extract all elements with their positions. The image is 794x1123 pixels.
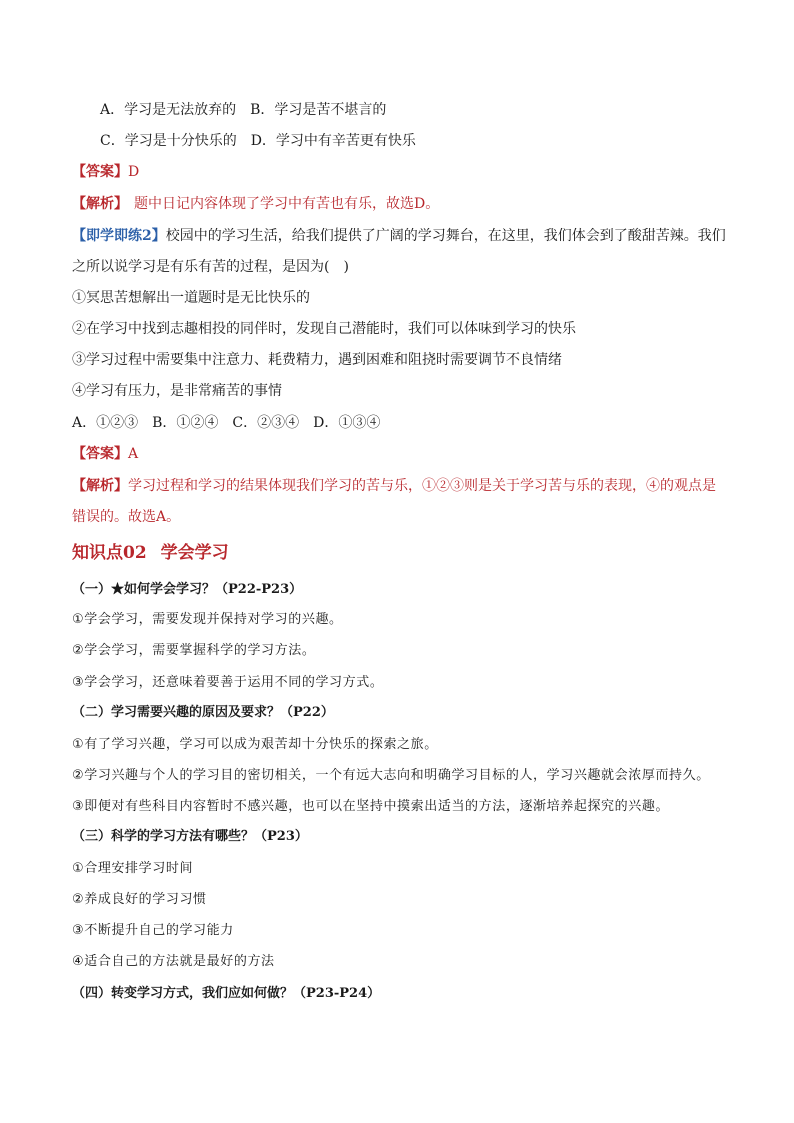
- q2-options: A．①②③ B．①②④ C．②③④ D．①③④: [72, 415, 381, 431]
- answer-tag: 【答案】: [72, 446, 128, 462]
- q1-options-cd: C．学习是十分快乐的 D．学习中有辛苦更有快乐: [100, 133, 416, 149]
- section-item: ②养成良好的学习习惯: [72, 892, 207, 907]
- section-heading: （二）学习需要兴趣的原因及要求？（P22）: [72, 705, 334, 720]
- section-item: ②学习兴趣与个人的学习目的密切相关，一个有远大志向和明确学习目标的人，学习兴趣就会浓厚而持久。: [72, 768, 710, 783]
- q2-item: ①冥思苦想解出一道题时是无比快乐的: [72, 290, 310, 306]
- section-item: ①有了学习兴趣，学习可以成为艰苦却十分快乐的探索之旅。: [72, 737, 438, 752]
- practice-tag: 【即学即练2】: [72, 228, 166, 244]
- section-item: ①合理安排学习时间: [72, 861, 194, 876]
- section-item: ③学会学习，还意味着要善于运用不同的学习方式。: [72, 675, 384, 690]
- knowledge-point-number: 知识点02: [72, 543, 147, 563]
- section-item: ②学会学习，需要掌握科学的学习方法。: [72, 643, 316, 658]
- q2-item: ④学习有压力，是非常痛苦的事情: [72, 383, 282, 399]
- q1-answer: [72, 162, 139, 182]
- analysis-text: 学习过程和学习的结果体现我们学习的苦与乐，①②③则是关于学习苦与乐的表现，④的观点是: [128, 478, 716, 494]
- q2-analysis-line2: 错误的。故选A。: [72, 509, 181, 525]
- answer-tag: 【答案】: [72, 164, 128, 180]
- section-item: ④适合自己的方法就是最好的方法: [72, 954, 275, 969]
- q2-stem-line2: 之所以说学习是有乐有苦的过程，是因为( ): [72, 259, 349, 275]
- answer-value: D: [128, 164, 140, 180]
- q2-analysis-line1: [72, 476, 716, 496]
- answer-value: A: [128, 446, 139, 462]
- q2-stem-line1: [72, 226, 726, 246]
- section-heading: （四）转变学习方式，我们应如何做？（P23-P24）: [72, 986, 381, 1001]
- q2-answer: [72, 444, 138, 464]
- section-heading: （一）★如何学会学习？（P22-P23）: [72, 582, 303, 597]
- q1-options-ab: A．学习是无法放弃的 B．学习是苦不堪言的: [100, 102, 387, 118]
- q2-item: ②在学习中找到志趣相投的同伴时，发现自己潜能时，我们可以体味到学习的快乐: [72, 321, 576, 337]
- knowledge-point-heading: [72, 541, 229, 565]
- section-item: ③不断提升自己的学习能力: [72, 923, 234, 938]
- section-item: ①学会学习，需要发现并保持对学习的兴趣。: [72, 612, 343, 627]
- analysis-text: 题中日记内容体现了学习中有苦也有乐，故选D。: [134, 196, 440, 212]
- analysis-tag: 【解析】: [72, 478, 128, 494]
- section-heading: （三）科学的学习方法有哪些？（P23）: [72, 829, 308, 844]
- section-item: ③即便对有些科目内容暂时不感兴趣，也可以在坚持中摸索出适当的方法，逐渐培养起探究的兴趣。: [72, 799, 670, 814]
- q1-analysis: [72, 194, 439, 214]
- knowledge-point-title: 学会学习: [160, 543, 229, 563]
- analysis-tag: 【解析】: [72, 196, 128, 212]
- q2-stem-text: 校园中的学习生活，给我们提供了广阔的学习舞台，在这里，我们体会到了酸甜苦辣。我们: [165, 228, 726, 244]
- q2-item: ③学习过程中需要集中注意力、耗费精力，遇到困难和阻挠时需要调节不良情绪: [72, 352, 562, 368]
